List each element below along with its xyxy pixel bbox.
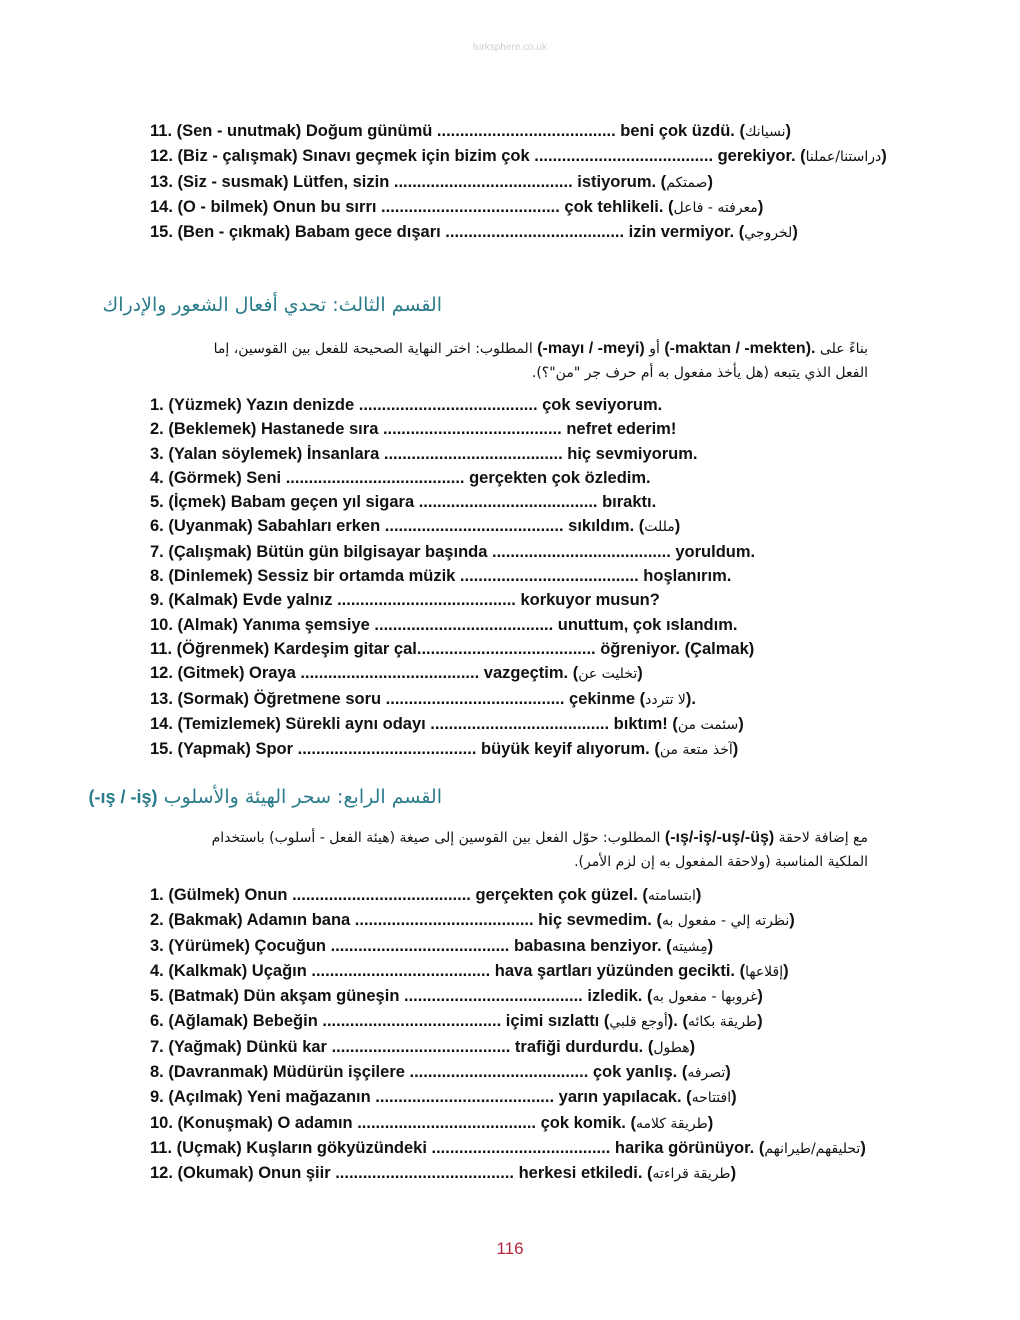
closing-paren: ) (731, 1088, 737, 1107)
exercise-item (150, 144, 890, 169)
exercise-text: 14. (Temizlemek) Sürekli aynı odayı ....................................... bıktım! ( (150, 714, 678, 733)
exercise-list-section-2-tail (150, 119, 890, 245)
arabic-hint: مِشيته (671, 938, 708, 955)
exercise-text: 15. (Ben - çıkmak) Babam gece dışarı ....................................... izin vermiyor. ( (150, 223, 745, 242)
exercise-item (150, 661, 890, 686)
exercise-text: 13. (Sormak) Öğretmene soru ....................................... çekinme ( (150, 689, 646, 708)
exercise-item (150, 564, 890, 588)
exercise-text: 3. (Yalan söylemek) İnsanlara ....................................... hiç sevmiyorum. (150, 444, 698, 463)
exercise-text: 9. (Kalmak) Evde yalnız ....................................... korkuyor musun? (150, 591, 660, 610)
arabic-hint: غروبها - مفعول به (652, 989, 758, 1006)
arabic-hint: سئمت من (677, 716, 739, 733)
exercise-item (150, 1161, 890, 1186)
instruction-line-1: بناءً على (-maktan / -mekten). أو (-mayı / -meyi) المطلوب: اختر النهاية الصحيحة للفعل بين القوسين، إما (213, 340, 868, 357)
arabic-hint: دراستنا/عملنا (805, 149, 882, 166)
exercise-text: 13. (Siz - susmak) Lütfen, sizin ....................................... istiyorum. ( (150, 172, 667, 191)
exercise-text: 5. (İçmek) Babam geçen yıl sigara ....................................... bıraktı. (150, 493, 657, 512)
closing-paren: ) (738, 714, 744, 733)
suffix-code: (-maktan / -mekten). (664, 340, 816, 357)
arabic-hint: لخروجي (744, 225, 793, 242)
exercise-item (150, 984, 890, 1009)
exercise-item (150, 442, 890, 466)
exercise-item (150, 393, 890, 417)
closing-paren: ) (707, 936, 714, 955)
instruction-line-2: الملكية المناسبة (ولاحقة المفعول به إن لزم الأمر). (574, 854, 868, 870)
closing-paren: ) (757, 1012, 763, 1031)
arabic-hint: افتتاحه (691, 1090, 732, 1107)
arabic-hint: هطول (653, 1039, 690, 1056)
section-4-instruction (120, 826, 868, 874)
arabic-hint: تخليت عن (578, 666, 638, 683)
exercise-text: 10. (Almak) Yanıma şemsiye ....................................... unuttum, çok ıslandım. (150, 615, 738, 634)
exercise-item (150, 637, 890, 661)
exercise-item (150, 613, 890, 637)
exercise-text: 11. (Sen - unutmak) Doğum günümü ....................................... beni çok üzdü. ( (150, 122, 745, 140)
arabic-hint: نظرته إلي - مفعول به (661, 913, 790, 930)
exercise-item (150, 1009, 890, 1034)
exercise-text: 11. (Uçmak) Kuşların gökyüzündeki ....................................... harika görünüyor. ( (150, 1138, 765, 1157)
closing-paren: ). ( (667, 1012, 688, 1031)
exercise-item (150, 934, 890, 959)
exercise-list-section-3 (150, 393, 890, 762)
exercise-item (150, 119, 890, 144)
closing-paren: ) (881, 147, 887, 166)
closing-paren: ) (789, 911, 795, 930)
exercise-text: 10. (Konuşmak) O adamın ....................................... çok komik. ( (150, 1113, 636, 1132)
exercise-text: 1. (Gülmek) Onun ....................................... gerçekten çok güzel. ( (150, 886, 648, 904)
exercise-text: 12. (Gitmek) Oraya ....................................... vazgeçtim. ( (150, 664, 579, 683)
exercise-item (150, 1060, 890, 1085)
section-4-title-code: (-ış / -iş) (88, 787, 158, 807)
page-number: 116 (496, 1239, 524, 1258)
section-3-instruction (120, 337, 868, 385)
exercise-list-section-4 (150, 883, 890, 1187)
section-3-title: القسم الثالث: تحدي أفعال الشعور والإدراك (102, 294, 442, 316)
exercise-item (150, 195, 890, 220)
closing-paren: ) (860, 1138, 866, 1157)
section-4-title: القسم الرابع: سحر الهيئة والأسلوب (163, 786, 442, 808)
closing-paren: ) (732, 740, 739, 759)
exercise-item (150, 220, 890, 245)
exercise-text: 5. (Batmak) Dün akşam güneşin ....................................... izledik. ( (150, 987, 653, 1006)
exercise-item (150, 588, 890, 612)
exercise-text: 8. (Dinlemek) Sessiz bir ortamda müzik ....................................... hoşlanırım. (150, 567, 732, 586)
instruction-line-1: مع إضافة لاحقة (-ış/-iş/-uş/-üş) المطلوب: حوّل الفعل بين القوسين إلى صيغة (هيئة الفعل - أسلوب) باستخدام (211, 829, 868, 846)
closing-paren: ) (730, 1164, 737, 1183)
section-3-heading (103, 294, 442, 316)
exercise-item (150, 737, 890, 762)
suffix-code: (-ış/-iş/-uş/-üş) (664, 829, 775, 846)
section-4-heading (89, 786, 442, 808)
exercise-item (150, 908, 890, 933)
exercise-text: 12. (Okumak) Onun şiir ....................................... herkesi etkiledi. ( (150, 1164, 653, 1183)
exercise-text: 3. (Yürümek) Çocuğun ....................................... babasına benziyor. ( (150, 936, 672, 955)
exercise-item (150, 417, 890, 441)
closing-paren: ) (674, 517, 681, 536)
exercise-item (150, 959, 890, 984)
closing-paren: ) (707, 1113, 714, 1132)
arabic-hint: آخذ متعة من (659, 742, 733, 759)
exercise-text: 12. (Biz - çalışmak) Sınavı geçmek için bizim çok ....................................... gerekiyor. ( (150, 147, 806, 166)
closing-paren: ) (725, 1063, 731, 1082)
arabic-hint: تصرفه (687, 1065, 726, 1082)
closing-paren: ). (685, 689, 696, 708)
arabic-hint: طريقة كلامه (635, 1115, 708, 1132)
closing-paren: ) (785, 122, 792, 140)
closing-paren: ) (792, 223, 798, 242)
closing-paren: ) (757, 987, 763, 1006)
exercise-text: 2. (Bakmak) Adamın bana ....................................... hiç sevmedim. ( (150, 911, 662, 930)
suffix-code: (-mayı / -meyi) (537, 340, 645, 357)
exercise-text: 11. (Öğrenmek) Kardeşim gitar çal....................................... öğreniyor. (Çalmak) (150, 639, 755, 658)
arabic-hint: معرفته - فاعل (673, 199, 758, 216)
arabic-hint: ابتسامته (647, 888, 696, 904)
exercise-text: 1. (Yüzmek) Yazın denizde ....................................... çok seviyorum. (150, 396, 663, 414)
arabic-hint: أوجع قلبي (609, 1014, 668, 1031)
exercise-item (150, 1035, 890, 1060)
closing-paren: ) (757, 197, 764, 216)
exercise-item (150, 1136, 890, 1161)
exercise-item (150, 466, 890, 490)
arabic-hint: طريقة قراءته (652, 1166, 731, 1183)
exercise-item (150, 514, 890, 539)
instruction-line-2: الفعل الذي يتبعه (هل يأخذ مفعول به أم حرف جر "من"؟). (531, 365, 868, 381)
exercise-item (150, 540, 890, 564)
arabic-hint: نسيانك (744, 124, 786, 140)
arabic-hint: طريقة بكائه (687, 1014, 758, 1031)
exercise-item (150, 1111, 890, 1136)
arabic-hint: تحليقهم/طيرانهم (764, 1140, 861, 1157)
arabic-hint: لا تتردد (645, 691, 686, 708)
exercise-text: 2. (Beklemek) Hastanede sıra ....................................... nefret ederim! (150, 420, 677, 439)
arabic-hint: إقلاعها (745, 963, 784, 980)
arabic-hint: صمتكم (666, 174, 708, 191)
closing-paren: ) (695, 886, 702, 904)
exercise-text: 15. (Yapmak) Spor ....................................... büyük keyif alıyorum. ( (150, 740, 660, 759)
closing-paren: ) (637, 664, 643, 683)
exercise-text: 14. (O - bilmek) Onun bu sırrı ....................................... çok tehlikeli. ( (150, 197, 674, 216)
watermark: turksphere.co.uk (473, 42, 547, 53)
arabic-hint: مللت (644, 519, 675, 536)
exercise-text: 7. (Çalışmak) Bütün gün bilgisayar başında ....................................... yoruldum. (150, 542, 756, 561)
closing-paren: ) (689, 1037, 696, 1056)
exercise-item (150, 687, 890, 712)
exercise-text: 7. (Yağmak) Dünkü kar ....................................... trafiği durdurdu. ( (150, 1037, 654, 1056)
exercise-item (150, 883, 890, 908)
exercise-text: 4. (Görmek) Seni ....................................... gerçekten çok özledim. (150, 468, 651, 487)
exercise-item (150, 1085, 890, 1110)
exercise-item (150, 490, 890, 514)
exercise-text: 6. (Uyanmak) Sabahları erken ....................................... sıkıldım. ( (150, 517, 645, 536)
closing-paren: ) (707, 172, 713, 191)
exercise-text: 6. (Ağlamak) Bebeğin ....................................... içimi sızlattı ( (150, 1012, 610, 1031)
exercise-text: 4. (Kalkmak) Uçağın ....................................... hava şartları yüzünden gecikti. ( (150, 961, 746, 980)
exercise-item (150, 712, 890, 737)
closing-paren: ) (783, 961, 789, 980)
exercise-text: 8. (Davranmak) Müdürün işçilere ....................................... çok yanlış. ( (150, 1063, 688, 1082)
exercise-item (150, 170, 890, 195)
exercise-text: 9. (Açılmak) Yeni mağazanın ....................................... yarın yapılacak. ( (150, 1088, 692, 1107)
